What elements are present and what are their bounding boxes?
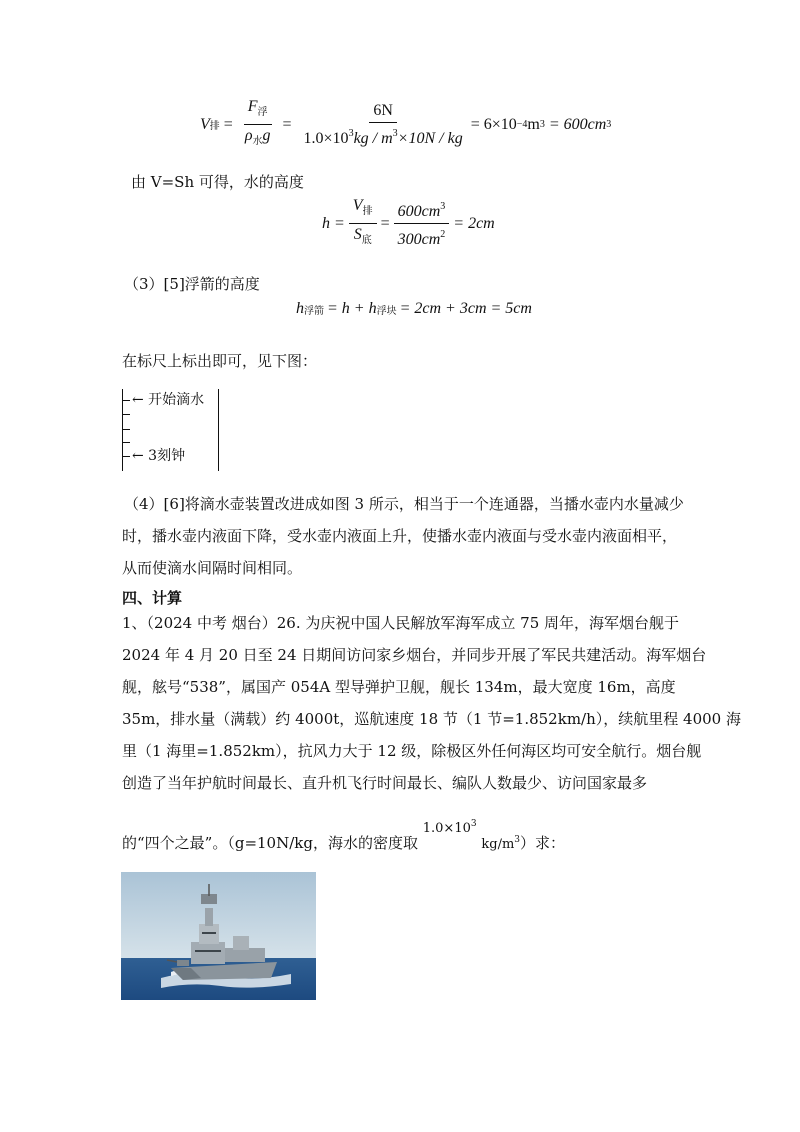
ruler-label-start: ← 开始滴水: [132, 392, 205, 408]
para4-line: 从而使滴水间隔时间相同。: [122, 559, 303, 577]
eq2-numeric-den-exp: 2: [440, 229, 446, 240]
section-title: 四、计算: [122, 589, 183, 607]
problem-last-line: [122, 818, 565, 858]
last-line-pre: 的“四个之最”。（g=10N/kg，海水的密度取: [122, 834, 418, 852]
eq1-result-exp: −4: [516, 119, 528, 130]
eq2-fraction-numeric: [394, 198, 450, 249]
eq1-result-exp3: 3: [606, 119, 612, 130]
ruler-tick: [123, 429, 130, 430]
eq2-result: = 2cm: [453, 214, 495, 232]
problem-line: 舰，舷号“538”，属国产 054A 型导弹护卫舰，舰长 134m，最大宽度 16m，高度: [122, 678, 676, 696]
ruler-tick: [123, 442, 130, 443]
last-line-post: ）求：: [520, 834, 566, 852]
ruler-tick: [123, 414, 130, 415]
ruler-label-3quarters: ← 3刻钟: [132, 448, 186, 464]
density-unit-exp: 3: [514, 835, 521, 845]
eq1-result-b: m: [527, 115, 540, 133]
density-number: 1.0×10: [422, 821, 471, 836]
equation-arrow-height: [296, 300, 532, 318]
eq1-num: F: [247, 98, 258, 115]
problem-line: 35m，排水量（满载）约 4000t，巡航速度 18 节（1 节=1.852km/h），续航里程 4000 海: [122, 710, 741, 728]
warship-photo: [121, 872, 316, 1000]
eq1-result-c: = 600cm: [548, 115, 607, 133]
eq2-lhs: h =: [322, 214, 345, 232]
ruler-tick: [123, 456, 130, 457]
eq2-numeric-num-exp: 3: [440, 201, 446, 212]
problem-line: 1、（2024 中考 烟台）26. 为庆祝中国人民解放军海军成立 75 周年，海军烟台舰于: [122, 614, 680, 632]
eq3-mid-sub: 浮块: [376, 305, 397, 317]
warship-illustration: [121, 872, 316, 1000]
eq1-lhs-sub: 排: [209, 121, 220, 132]
problem-line: 2024 年 4 月 20 日至 24 日期间访问家乡烟台，并同步开展了军民共建活动。海军烟台: [122, 646, 707, 664]
eq1-den-g: g: [262, 127, 271, 144]
eq1-result-a: = 6×10: [470, 115, 517, 133]
eq1-numeric-den-tail: ×10N / kg: [397, 129, 463, 147]
eq3-result: = 2cm + 3cm = 5cm: [399, 300, 532, 317]
problem-line: 创造了当年护航时间最长、直升机飞行时间最长、编队人数最少、访问国家最多: [122, 774, 648, 792]
eq3-lhs: h: [296, 300, 304, 317]
eq1-numeric-den-exp2: 3: [392, 127, 398, 139]
eq1-den-rho: ρ: [244, 127, 253, 144]
eq1-num-sub: 浮: [257, 107, 268, 118]
paragraph-q4: [122, 488, 684, 584]
eq2-fraction-symbolic: [349, 197, 377, 250]
eq1-numeric-den-unit: kg / m: [353, 129, 393, 147]
eq2-num-sub: 排: [362, 206, 373, 217]
text-vsh: 由 V=Sh 可得，水的高度: [131, 173, 304, 191]
eq3-mid: = h + h: [327, 300, 377, 317]
eq1-lhs: V: [200, 115, 210, 133]
eq1-fraction-numeric: [300, 102, 467, 148]
equation-water-height: h = $\frac{V_排}{S_底}$ = $\frac{600cm^3}{300cm^2}$ = 2cm: [322, 197, 495, 248]
text-q3: （3）[5]浮箭的高度: [124, 275, 260, 293]
problem-text: [122, 607, 741, 799]
density-value: [423, 821, 477, 836]
para4-line: 时，播水壶内液面下降，受水壶内液面上升，使播水壶内液面与受水壶内液面相平，: [122, 527, 678, 545]
problem-line: 里（1 海里=1.852km），抗风力大于 12 级，除极区外任何海区均可安全航行。烟台舰: [122, 742, 702, 760]
equation-displaced-volume: V 排 = $\frac{F_浮}{\rho_水g}$ = $\frac{6N}{1.0\times 10^3kg / m^3\times 10N / kg}$ = 6×10 −4 m 3 = 600cm 3: [200, 98, 611, 151]
eq2-den-sub: 底: [361, 235, 372, 246]
eq2-numeric-den: 300cm: [397, 231, 441, 248]
density-unit-text: kg/m: [481, 837, 515, 852]
eq1-fraction-symbolic: [241, 98, 275, 151]
eq2-den: S: [353, 226, 362, 243]
text-mark-on-ruler: 在标尺上标出即可，见下图：: [122, 352, 318, 370]
eq1-numeric-num: 6N: [369, 102, 397, 123]
eq2-numeric-num: 600cm: [397, 203, 441, 220]
ruler-diagram: [122, 389, 219, 471]
eq1-numeric-den-exp: 3: [348, 127, 354, 139]
ruler-tick: [123, 400, 130, 401]
eq2-num: V: [352, 197, 363, 214]
density-exp: 3: [470, 819, 477, 829]
eq1-numeric-den: 1.0×10: [303, 129, 349, 147]
eq3-lhs-sub: 浮箭: [304, 305, 324, 317]
density-unit: [481, 837, 520, 852]
para4-line: （4）[6]将滴水壶装置改进成如图 3 所示，相当于一个连通器，当播水壶内水量减少: [124, 495, 684, 513]
eq1-result-exp2: 3: [539, 119, 545, 130]
eq1-den-sub: 水: [252, 136, 263, 147]
